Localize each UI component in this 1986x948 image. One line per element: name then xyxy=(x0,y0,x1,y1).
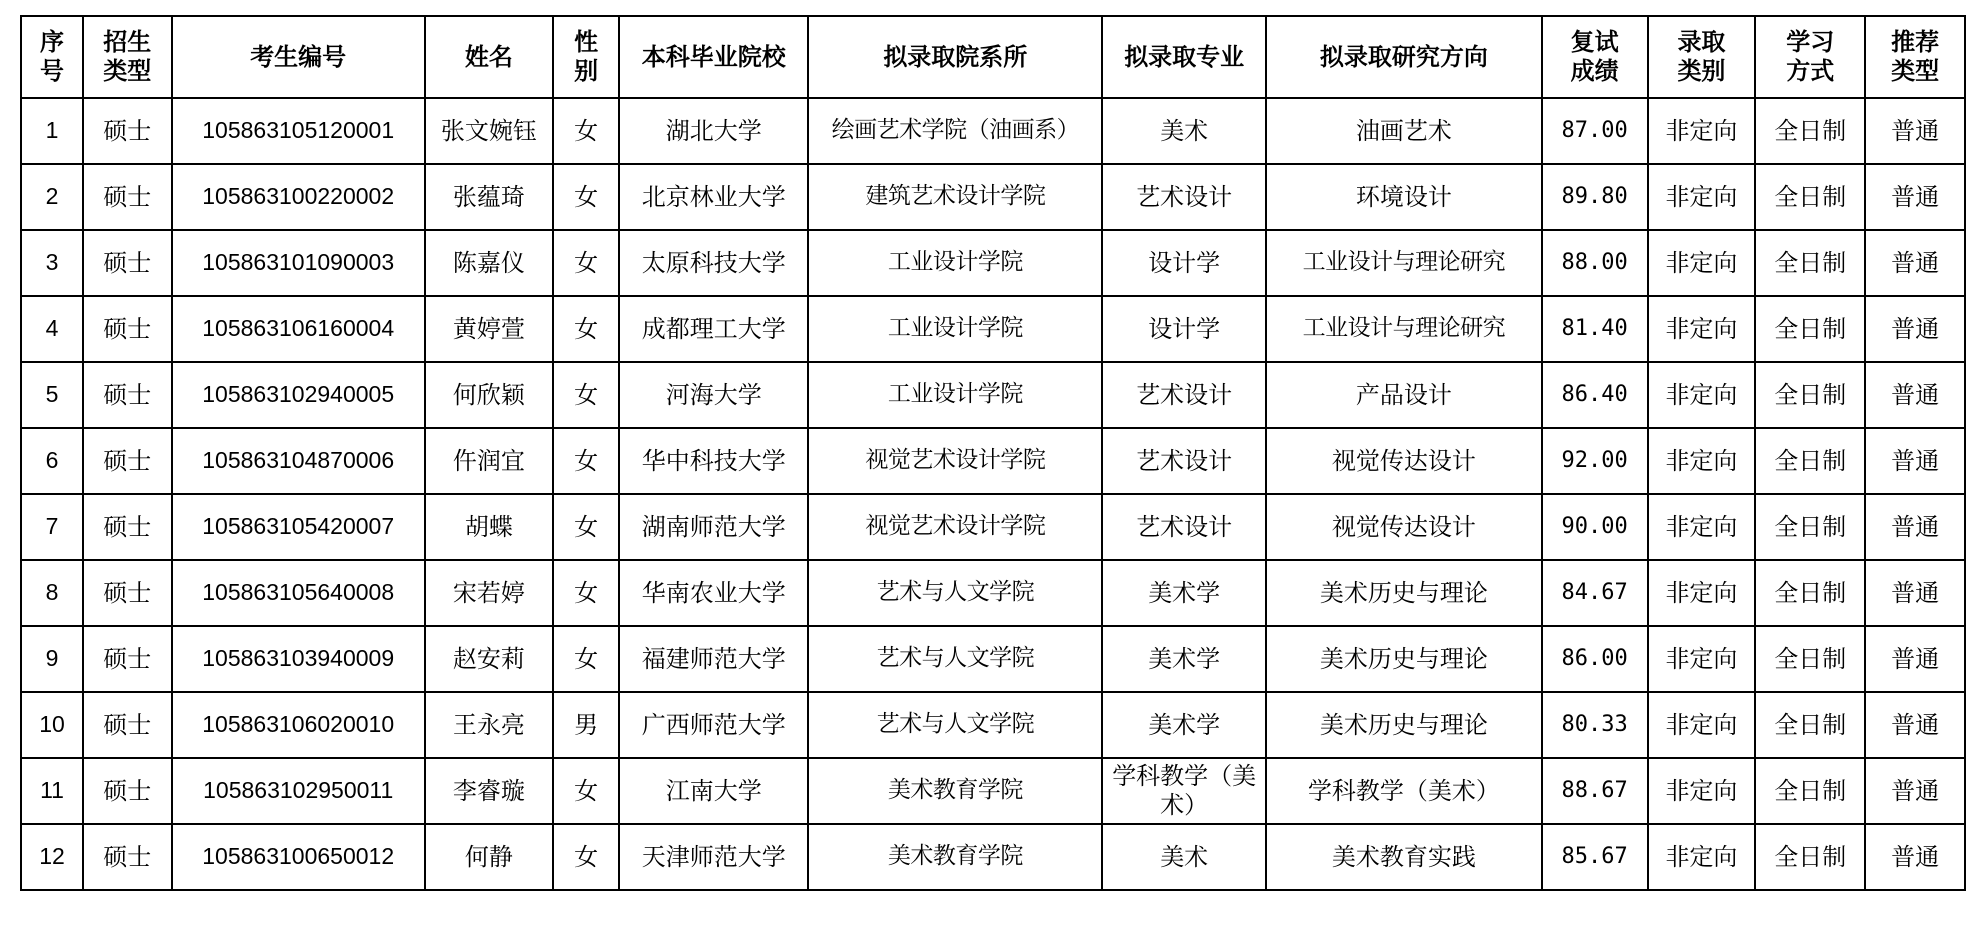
admission-table-container xyxy=(20,15,1966,891)
admitted-major: 艺术设计 xyxy=(1102,164,1266,230)
admitting-department: 视觉艺术设计学院 xyxy=(808,494,1102,560)
candidate-id: 105863102950011 xyxy=(172,758,425,824)
gender: 女 xyxy=(553,98,619,164)
row-index: 10 xyxy=(21,692,83,758)
admission-category: 非定向 xyxy=(1648,296,1756,362)
admission-category: 非定向 xyxy=(1648,494,1756,560)
candidate-id: 105863106020010 xyxy=(172,692,425,758)
table-row xyxy=(21,560,1965,626)
recommendation-type: 普通 xyxy=(1865,98,1965,164)
enrollment-type: 硕士 xyxy=(83,296,172,362)
table-row xyxy=(21,626,1965,692)
candidate-id: 105863105120001 xyxy=(172,98,425,164)
candidate-name: 张文婉钰 xyxy=(425,98,553,164)
recommendation-type: 普通 xyxy=(1865,692,1965,758)
header-row xyxy=(21,16,1965,98)
gender: 女 xyxy=(553,230,619,296)
admitting-department: 艺术与人文学院 xyxy=(808,560,1102,626)
candidate-name: 黄婷萱 xyxy=(425,296,553,362)
recommendation-type: 普通 xyxy=(1865,362,1965,428)
admission-table xyxy=(20,15,1966,891)
undergrad-school: 福建师范大学 xyxy=(619,626,808,692)
research-direction: 环境设计 xyxy=(1266,164,1542,230)
header-cell: 录取类别 xyxy=(1648,16,1756,98)
row-index: 7 xyxy=(21,494,83,560)
header-cell: 拟录取专业 xyxy=(1102,16,1266,98)
gender: 女 xyxy=(553,626,619,692)
candidate-id: 105863104870006 xyxy=(172,428,425,494)
research-direction: 工业设计与理论研究 xyxy=(1266,230,1542,296)
row-index: 4 xyxy=(21,296,83,362)
study-mode: 全日制 xyxy=(1755,626,1865,692)
candidate-id: 105863100650012 xyxy=(172,824,425,890)
enrollment-type: 硕士 xyxy=(83,98,172,164)
row-index: 12 xyxy=(21,824,83,890)
retest-score: 85.67 xyxy=(1542,824,1648,890)
admitting-department: 工业设计学院 xyxy=(808,296,1102,362)
study-mode: 全日制 xyxy=(1755,296,1865,362)
retest-score: 92.00 xyxy=(1542,428,1648,494)
recommendation-type: 普通 xyxy=(1865,230,1965,296)
candidate-id: 105863106160004 xyxy=(172,296,425,362)
table-row xyxy=(21,494,1965,560)
candidate-id: 105863102940005 xyxy=(172,362,425,428)
study-mode: 全日制 xyxy=(1755,692,1865,758)
recommendation-type: 普通 xyxy=(1865,494,1965,560)
study-mode: 全日制 xyxy=(1755,98,1865,164)
admission-category: 非定向 xyxy=(1648,758,1756,824)
study-mode: 全日制 xyxy=(1755,758,1865,824)
row-index: 9 xyxy=(21,626,83,692)
gender: 男 xyxy=(553,692,619,758)
enrollment-type: 硕士 xyxy=(83,362,172,428)
table-row xyxy=(21,824,1965,890)
admission-category: 非定向 xyxy=(1648,560,1756,626)
admission-category: 非定向 xyxy=(1648,824,1756,890)
gender: 女 xyxy=(553,428,619,494)
row-index: 6 xyxy=(21,428,83,494)
header-cell: 拟录取研究方向 xyxy=(1266,16,1542,98)
candidate-name: 张蕴琦 xyxy=(425,164,553,230)
admitting-department: 绘画艺术学院（油画系） xyxy=(808,98,1102,164)
admitted-major: 美术 xyxy=(1102,98,1266,164)
admitting-department: 美术教育学院 xyxy=(808,824,1102,890)
admitting-department: 工业设计学院 xyxy=(808,230,1102,296)
table-row xyxy=(21,230,1965,296)
header-cell: 考生编号 xyxy=(172,16,425,98)
candidate-name: 李睿璇 xyxy=(425,758,553,824)
retest-score: 86.40 xyxy=(1542,362,1648,428)
admitted-major: 艺术设计 xyxy=(1102,494,1266,560)
row-index: 8 xyxy=(21,560,83,626)
research-direction: 产品设计 xyxy=(1266,362,1542,428)
gender: 女 xyxy=(553,296,619,362)
enrollment-type: 硕士 xyxy=(83,560,172,626)
candidate-id: 105863105640008 xyxy=(172,560,425,626)
header-cell: 姓名 xyxy=(425,16,553,98)
retest-score: 88.67 xyxy=(1542,758,1648,824)
retest-score: 88.00 xyxy=(1542,230,1648,296)
candidate-name: 赵安莉 xyxy=(425,626,553,692)
enrollment-type: 硕士 xyxy=(83,758,172,824)
table-row xyxy=(21,428,1965,494)
table-row xyxy=(21,98,1965,164)
gender: 女 xyxy=(553,560,619,626)
retest-score: 80.33 xyxy=(1542,692,1648,758)
gender: 女 xyxy=(553,824,619,890)
retest-score: 81.40 xyxy=(1542,296,1648,362)
admitting-department: 视觉艺术设计学院 xyxy=(808,428,1102,494)
study-mode: 全日制 xyxy=(1755,824,1865,890)
table-row xyxy=(21,692,1965,758)
admitted-major: 设计学 xyxy=(1102,230,1266,296)
research-direction: 学科教学（美术） xyxy=(1266,758,1542,824)
row-index: 11 xyxy=(21,758,83,824)
admission-category: 非定向 xyxy=(1648,98,1756,164)
study-mode: 全日制 xyxy=(1755,428,1865,494)
admitting-department: 美术教育学院 xyxy=(808,758,1102,824)
enrollment-type: 硕士 xyxy=(83,494,172,560)
recommendation-type: 普通 xyxy=(1865,296,1965,362)
candidate-name: 何欣颖 xyxy=(425,362,553,428)
header-cell: 学习方式 xyxy=(1755,16,1865,98)
admitting-department: 艺术与人文学院 xyxy=(808,626,1102,692)
table-row xyxy=(21,362,1965,428)
admission-category: 非定向 xyxy=(1648,692,1756,758)
table-row xyxy=(21,164,1965,230)
candidate-name: 陈嘉仪 xyxy=(425,230,553,296)
header-cell: 序号 xyxy=(21,16,83,98)
research-direction: 视觉传达设计 xyxy=(1266,494,1542,560)
undergrad-school: 广西师范大学 xyxy=(619,692,808,758)
enrollment-type: 硕士 xyxy=(83,230,172,296)
admitting-department: 工业设计学院 xyxy=(808,362,1102,428)
undergrad-school: 太原科技大学 xyxy=(619,230,808,296)
retest-score: 84.67 xyxy=(1542,560,1648,626)
candidate-id: 105863105420007 xyxy=(172,494,425,560)
enrollment-type: 硕士 xyxy=(83,824,172,890)
research-direction: 美术教育实践 xyxy=(1266,824,1542,890)
admitted-major: 美术 xyxy=(1102,824,1266,890)
header-cell: 拟录取院系所 xyxy=(808,16,1102,98)
undergrad-school: 河海大学 xyxy=(619,362,808,428)
admitting-department: 艺术与人文学院 xyxy=(808,692,1102,758)
undergrad-school: 天津师范大学 xyxy=(619,824,808,890)
undergrad-school: 江南大学 xyxy=(619,758,808,824)
header-cell: 招生类型 xyxy=(83,16,172,98)
enrollment-type: 硕士 xyxy=(83,692,172,758)
gender: 女 xyxy=(553,362,619,428)
undergrad-school: 华中科技大学 xyxy=(619,428,808,494)
gender: 女 xyxy=(553,494,619,560)
row-index: 3 xyxy=(21,230,83,296)
candidate-name: 胡蝶 xyxy=(425,494,553,560)
retest-score: 89.80 xyxy=(1542,164,1648,230)
gender: 女 xyxy=(553,758,619,824)
recommendation-type: 普通 xyxy=(1865,560,1965,626)
recommendation-type: 普通 xyxy=(1865,164,1965,230)
candidate-id: 105863103940009 xyxy=(172,626,425,692)
study-mode: 全日制 xyxy=(1755,494,1865,560)
admission-category: 非定向 xyxy=(1648,230,1756,296)
admitted-major: 设计学 xyxy=(1102,296,1266,362)
enrollment-type: 硕士 xyxy=(83,164,172,230)
study-mode: 全日制 xyxy=(1755,164,1865,230)
study-mode: 全日制 xyxy=(1755,362,1865,428)
research-direction: 工业设计与理论研究 xyxy=(1266,296,1542,362)
admission-category: 非定向 xyxy=(1648,362,1756,428)
admitting-department: 建筑艺术设计学院 xyxy=(808,164,1102,230)
recommendation-type: 普通 xyxy=(1865,824,1965,890)
research-direction: 视觉传达设计 xyxy=(1266,428,1542,494)
admission-category: 非定向 xyxy=(1648,164,1756,230)
header-cell: 性别 xyxy=(553,16,619,98)
study-mode: 全日制 xyxy=(1755,560,1865,626)
gender: 女 xyxy=(553,164,619,230)
undergrad-school: 华南农业大学 xyxy=(619,560,808,626)
table-row xyxy=(21,758,1965,824)
research-direction: 油画艺术 xyxy=(1266,98,1542,164)
candidate-name: 王永亮 xyxy=(425,692,553,758)
header-cell: 推荐类型 xyxy=(1865,16,1965,98)
enrollment-type: 硕士 xyxy=(83,428,172,494)
admitted-major: 艺术设计 xyxy=(1102,362,1266,428)
row-index: 2 xyxy=(21,164,83,230)
recommendation-type: 普通 xyxy=(1865,428,1965,494)
undergrad-school: 北京林业大学 xyxy=(619,164,808,230)
retest-score: 87.00 xyxy=(1542,98,1648,164)
header-cell: 复试成绩 xyxy=(1542,16,1648,98)
retest-score: 86.00 xyxy=(1542,626,1648,692)
undergrad-school: 湖北大学 xyxy=(619,98,808,164)
admission-category: 非定向 xyxy=(1648,626,1756,692)
research-direction: 美术历史与理论 xyxy=(1266,560,1542,626)
admission-category: 非定向 xyxy=(1648,428,1756,494)
admitted-major: 艺术设计 xyxy=(1102,428,1266,494)
undergrad-school: 湖南师范大学 xyxy=(619,494,808,560)
retest-score: 90.00 xyxy=(1542,494,1648,560)
admitted-major: 美术学 xyxy=(1102,626,1266,692)
candidate-name: 何静 xyxy=(425,824,553,890)
admitted-major: 学科教学（美术） xyxy=(1102,758,1266,824)
header-cell: 本科毕业院校 xyxy=(619,16,808,98)
admitted-major: 美术学 xyxy=(1102,692,1266,758)
research-direction: 美术历史与理论 xyxy=(1266,626,1542,692)
recommendation-type: 普通 xyxy=(1865,758,1965,824)
research-direction: 美术历史与理论 xyxy=(1266,692,1542,758)
recommendation-type: 普通 xyxy=(1865,626,1965,692)
enrollment-type: 硕士 xyxy=(83,626,172,692)
candidate-id: 105863100220002 xyxy=(172,164,425,230)
undergrad-school: 成都理工大学 xyxy=(619,296,808,362)
study-mode: 全日制 xyxy=(1755,230,1865,296)
candidate-id: 105863101090003 xyxy=(172,230,425,296)
row-index: 5 xyxy=(21,362,83,428)
admitted-major: 美术学 xyxy=(1102,560,1266,626)
row-index: 1 xyxy=(21,98,83,164)
table-row xyxy=(21,296,1965,362)
candidate-name: 宋若婷 xyxy=(425,560,553,626)
candidate-name: 仵润宜 xyxy=(425,428,553,494)
